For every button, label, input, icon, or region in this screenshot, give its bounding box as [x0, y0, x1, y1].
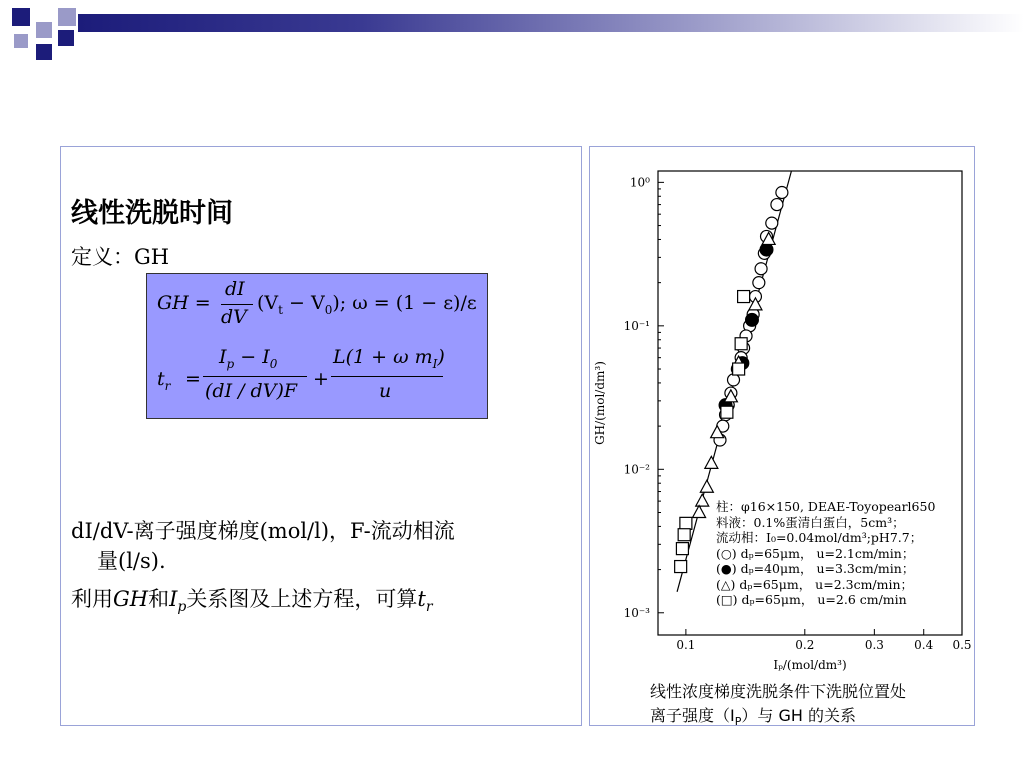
open-triangle-point — [705, 456, 718, 468]
y-tick-label: 10⁰ — [629, 175, 650, 190]
legend-entry: 流动相：I₀=0.04mol/dm³;pH7.7； — [716, 530, 923, 545]
eq2-numerator-2 — [333, 346, 445, 371]
x-tick-label: 0.2 — [795, 638, 815, 652]
eq1-sub-0: 0 — [324, 302, 333, 317]
x-tick-label: 0.4 — [914, 638, 934, 652]
figure-caption-line-2 — [650, 703, 856, 728]
note-line-1: dI/dV-离子强度梯度(mol/l)，F-流动相流 — [71, 519, 455, 543]
caption-ip-sub: P — [734, 715, 742, 729]
calc-tr-sub: r — [425, 599, 433, 616]
eq2-numerator-1 — [219, 346, 277, 371]
y-tick-label: 10⁻² — [623, 462, 650, 477]
open-triangle-point — [693, 505, 706, 517]
text-panel — [60, 146, 582, 726]
eq2-plus: + — [313, 368, 329, 390]
definition-line: 定义：GH — [71, 245, 170, 269]
filled-circle-point — [745, 313, 758, 326]
eq2-fraction-bar-1 — [203, 376, 307, 377]
y-tick-label: 10⁻¹ — [623, 318, 650, 333]
eq1-numerator: dI — [225, 278, 245, 300]
figure-caption-line-1: 线性浓度梯度洗脱条件下洗脱位置处 — [650, 682, 907, 701]
calc-ip: I — [169, 587, 178, 611]
header-gradient-band — [78, 14, 1024, 32]
legend-entry: (○) dₚ=65μm， u=2.1cm/min； — [716, 545, 915, 561]
legend-entry: (□) dₚ=65μm， u=2.6 cm/min — [716, 592, 907, 607]
calc-prefix: 利用 — [71, 587, 113, 611]
open-square-point — [721, 406, 733, 418]
header-square — [36, 22, 52, 38]
note-line-2: 量(l/s). — [97, 549, 166, 573]
eq1-tail: ); ω = (1 − ε)/ε — [332, 292, 477, 314]
y-tick-label: 10⁻³ — [623, 605, 650, 620]
open-square-point — [675, 561, 687, 573]
formula-box — [146, 273, 488, 419]
eq2-close: ) — [437, 346, 445, 368]
header-square — [36, 44, 52, 60]
eq2-equals: = — [185, 368, 201, 390]
x-tick-label: 0.5 — [952, 638, 972, 652]
open-square-point — [735, 338, 747, 350]
open-circle-point — [753, 277, 765, 289]
open-square-point — [738, 291, 750, 303]
calc-mid: 关系图及上述方程，可算 — [186, 587, 418, 611]
legend-entry: 柱：φ16×150, DEAE-Toyopearl650 — [716, 499, 936, 514]
calc-gh: GH — [113, 587, 149, 611]
eq2-sub-i: I — [432, 356, 438, 371]
eq2-minus-i: − I — [234, 346, 270, 368]
calc-tr: t — [417, 587, 426, 611]
eq1-minus-v: − V — [282, 292, 325, 314]
x-tick-label: 0.3 — [864, 638, 884, 652]
open-circle-point — [776, 186, 788, 198]
eq1-fraction-bar — [221, 304, 253, 305]
header-square — [12, 8, 30, 26]
eq2-sub-r: r — [164, 378, 171, 393]
x-axis-label: Iₚ/(mol/dm³) — [773, 658, 847, 672]
eq1-v: (V — [257, 292, 279, 314]
eq2-sub-0: 0 — [269, 356, 278, 371]
legend-entry: 料液：0.1%蛋清白蛋白，5cm³； — [716, 514, 905, 530]
open-square-point — [676, 543, 688, 555]
open-triangle-point — [700, 480, 713, 492]
slide-title: 线性洗脱时间 — [71, 198, 233, 229]
calc-ip-sub: p — [177, 599, 187, 616]
open-circle-point — [728, 374, 740, 386]
open-circle-point — [771, 199, 783, 211]
calc-line — [71, 583, 433, 615]
open-square-point — [678, 529, 690, 541]
eq2-denominator-2: u — [379, 380, 392, 402]
caption-tail: ）与 GH 的关系 — [741, 706, 856, 725]
eq2-l-term: L(1 + ω m — [333, 346, 433, 368]
eq2-fraction-bar-2 — [331, 376, 443, 377]
eq1-sub-t: t — [278, 302, 283, 317]
eq1-paren-open — [257, 292, 477, 317]
header-square — [58, 8, 76, 26]
open-square-point — [733, 363, 745, 375]
open-triangle-point — [696, 494, 709, 506]
open-circle-point — [755, 263, 767, 275]
legend-entry: (●) dₚ=40μm， u=3.3cm/min； — [716, 561, 915, 576]
open-circle-point — [766, 217, 778, 229]
figure-panel — [589, 146, 975, 729]
open-square-point — [680, 517, 692, 529]
caption-ip: 离子强度（I — [650, 706, 735, 725]
eq2-sub-p: p — [226, 356, 235, 371]
eq2-lhs — [157, 368, 170, 393]
legend-entry: (△) dₚ=65μm， u=2.3cm/min； — [716, 576, 914, 592]
y-axis-label: GH/(mol/dm³) — [593, 361, 607, 445]
eq2-denominator-1: (dI / dV)F — [205, 380, 298, 402]
calc-and: 和 — [148, 587, 170, 611]
eq2-ip: I — [219, 346, 227, 368]
header-square — [14, 34, 28, 48]
x-tick-label: 0.1 — [676, 638, 696, 652]
eq1-lhs: GH = — [157, 292, 211, 314]
eq1-denominator: dV — [221, 306, 247, 328]
eq2-t: t — [157, 368, 165, 390]
header-square — [58, 30, 74, 46]
